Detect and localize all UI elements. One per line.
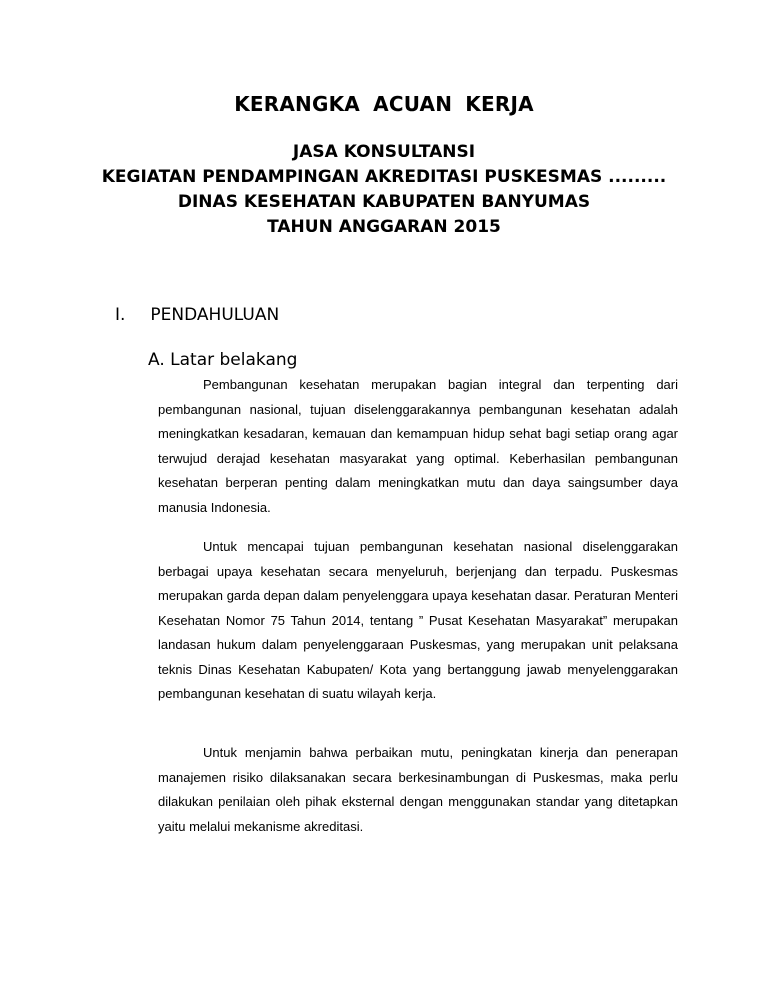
document-title: KERANGKA ACUAN KERJA: [234, 92, 534, 116]
section-title: PENDAHULUAN: [150, 305, 280, 325]
section-number: I.: [115, 305, 126, 325]
document-subtitle: [0, 140, 768, 240]
section-heading: [115, 305, 279, 325]
subtitle-line: JASA KONSULTANSI: [292, 142, 476, 162]
subtitle-line: DINAS KESEHATAN KABUPATEN BANYUMAS: [177, 192, 591, 212]
subtitle-line: KEGIATAN PENDAMPINGAN AKREDITASI PUSKESMAS .........: [101, 167, 667, 187]
paragraph: Untuk menjamin bahwa perbaikan mutu, peningkatan kinerja dan penerapan manajemen risiko dilaksanakan secara berkesinambungan di Puskesmas, maka perlu dilakukan penilaian oleh pihak eksternal dengan menggunakan standar yang ditetapkan yaitu melalui mekanisme akreditasi.: [158, 745, 678, 834]
subtitle-line: TAHUN ANGGARAN 2015: [267, 217, 501, 237]
paragraph: Untuk mencapai tujuan pembangunan kesehatan nasional diselenggarakan berbagai upaya kesehatan secara menyeluruh, berjenjang dan terpadu. Puskesmas merupakan garda depan dalam penyelenggara upaya kesehatan dasar. Peraturan Menteri Kesehatan Nomor 75 Tahun 2014, tentang ” Pusat Kesehatan Masyarakat” merupakan landasan hukum dalam penyelenggaraan Puskesmas, yang merupakan unit pelaksana teknis Dinas Kesehatan Kabupaten/ Kota yang bertanggung jawab menyelenggarakan pembangunan kesehatan di suatu wilayah kerja.: [158, 539, 678, 701]
subsection-heading: A. Latar belakang: [148, 350, 298, 370]
paragraph: Pembangunan kesehatan merupakan bagian integral dan terpenting dari pembangunan nasional, tujuan diselenggarakannya pembangunan kesehatan adalah meningkatkan kesadaran, kemauan dan kemampuan hidup sehat bagi setiap orang agar terwujud derajad kesehatan masyarakat yang optimal. Keberhasilan pembangunan kesehatan berperan penting dalam meningkatkan mutu dan daya saingsumber daya manusia Indonesia.: [158, 377, 678, 515]
